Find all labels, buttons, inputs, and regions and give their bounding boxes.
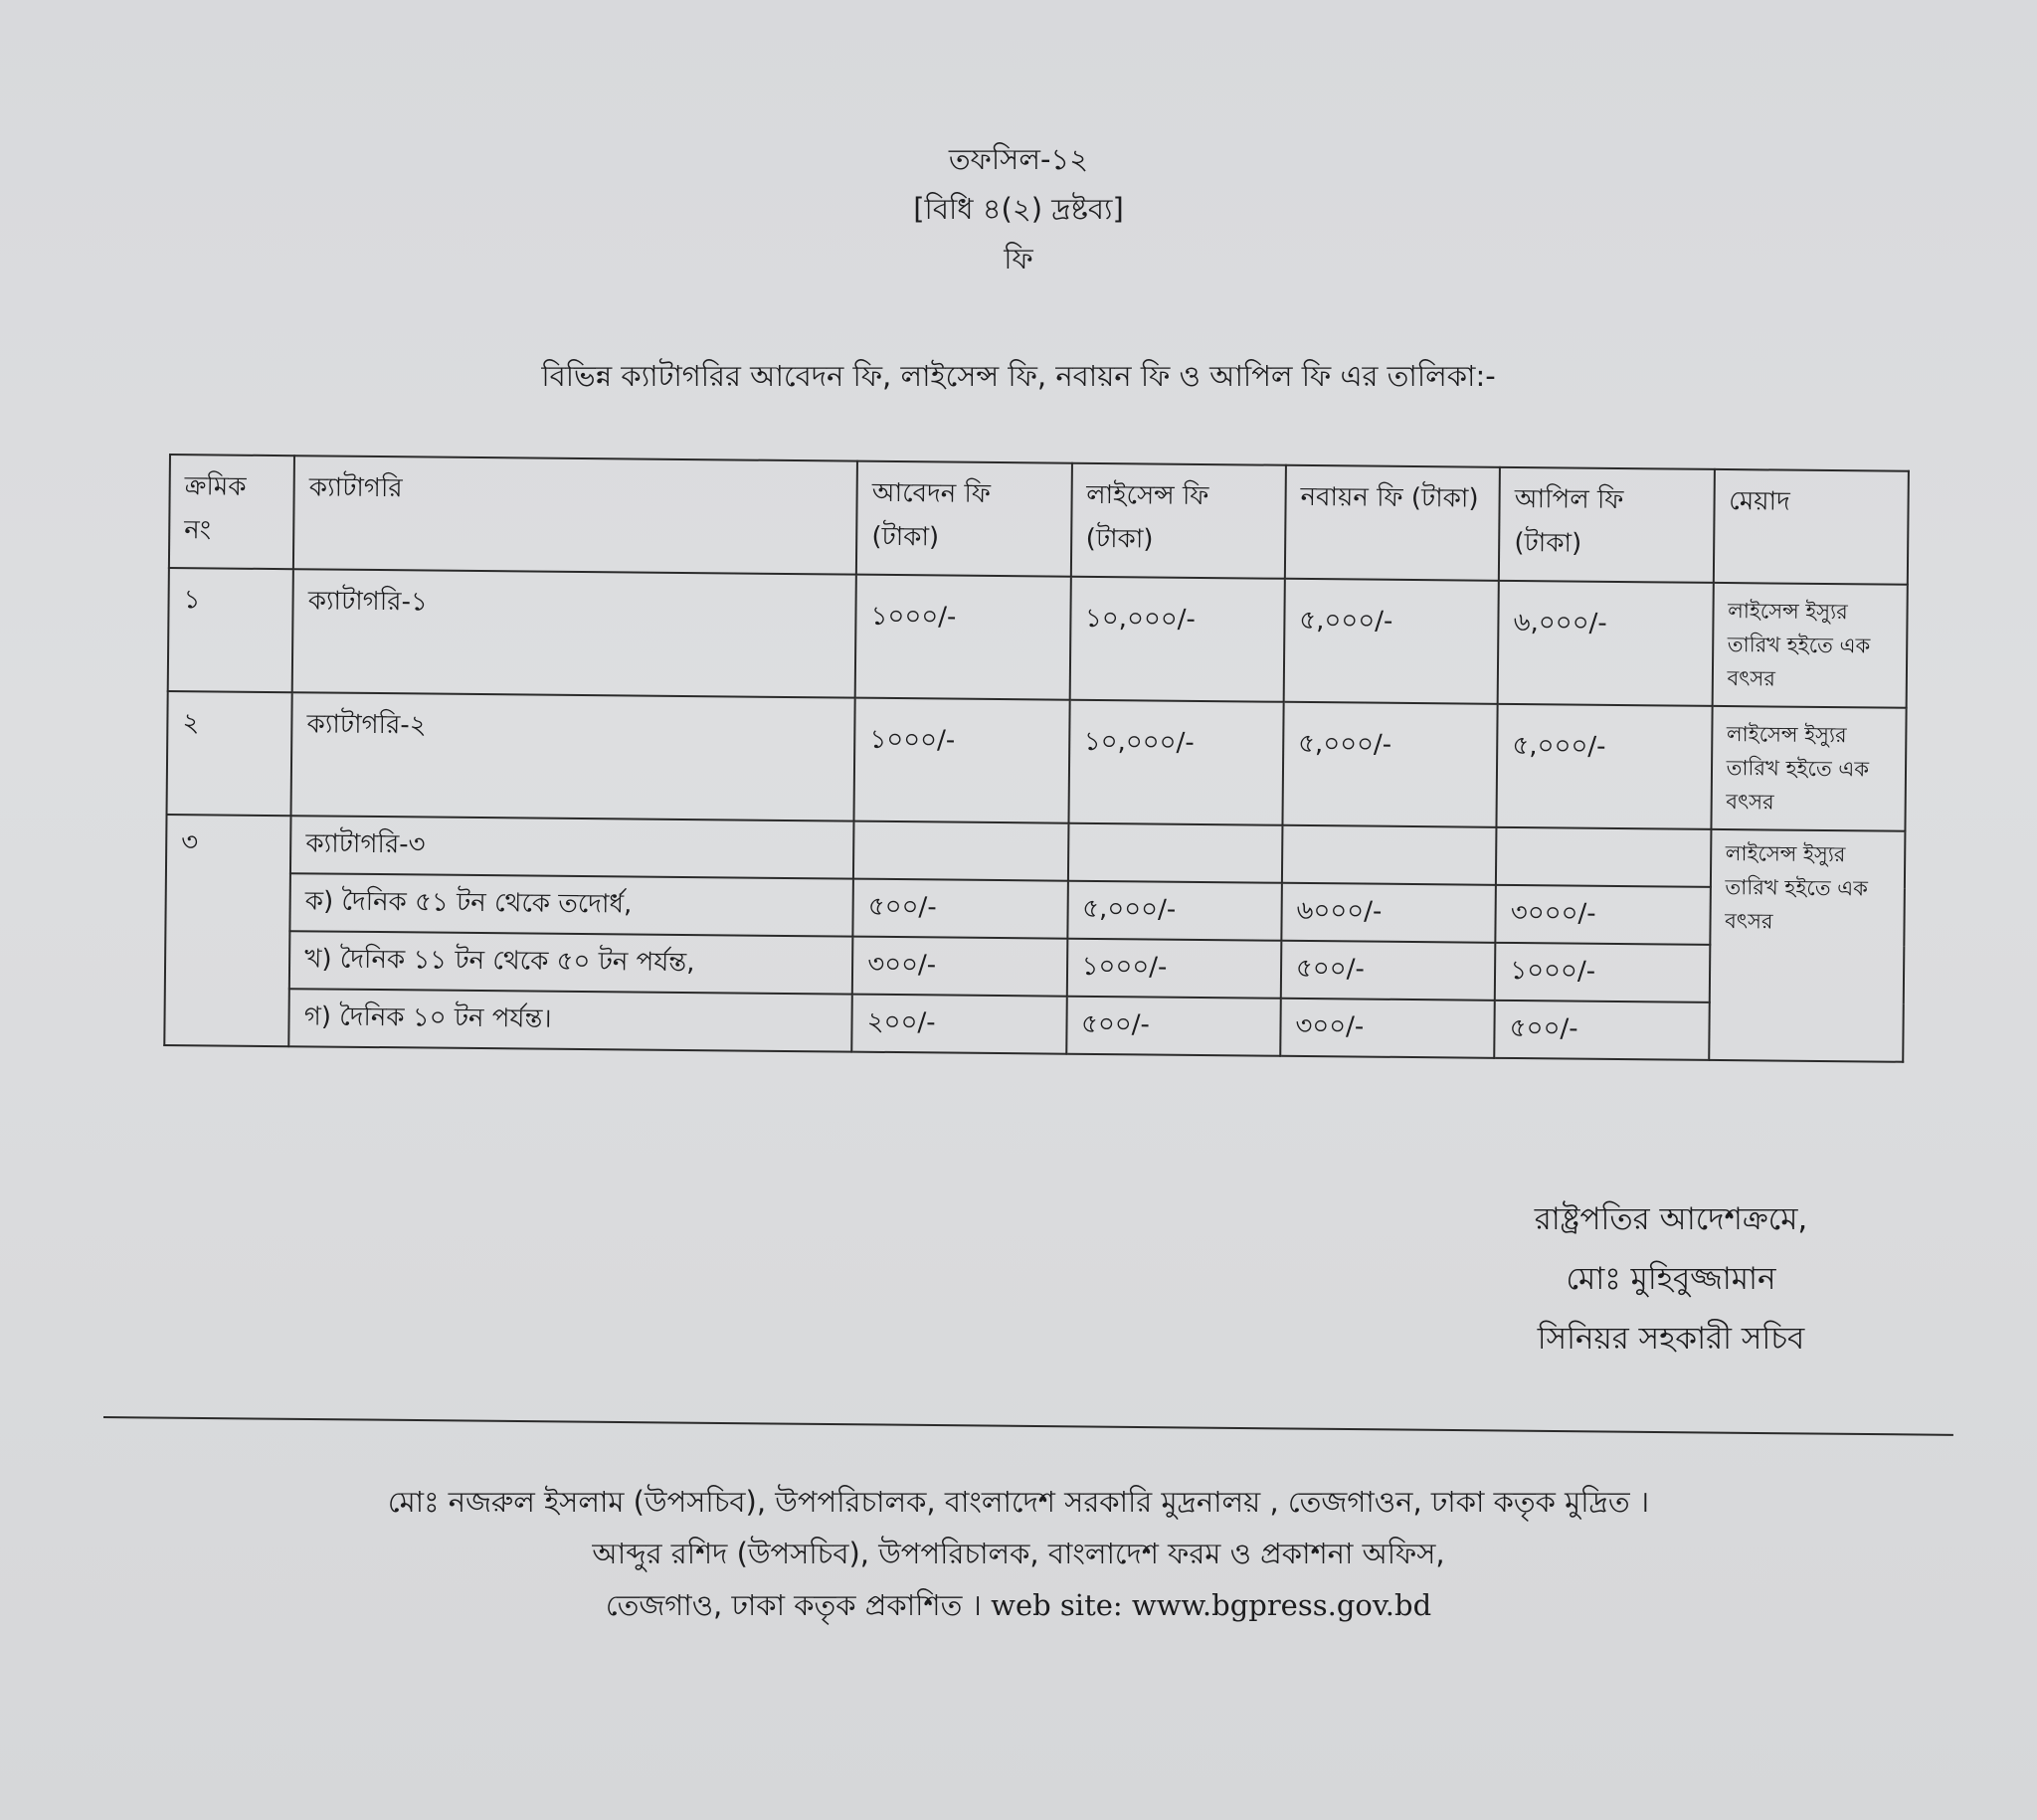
header-renewal-fee: নবায়ন ফি (টাকা) xyxy=(1285,465,1500,581)
cell-license-fee: ৫০০/- xyxy=(1066,997,1281,1056)
website-link[interactable]: web site: www.bgpress.gov.bd xyxy=(991,1588,1432,1622)
table-row xyxy=(167,691,1907,831)
cell-subcategory: খ) দৈনিক ১১ টন থেকে ৫০ টন পর্যন্ত, xyxy=(289,931,852,994)
header-appeal-fee: আপিল ফি (টাকা) xyxy=(1499,467,1714,583)
cell-application-fee: ৫০০/- xyxy=(853,879,1068,939)
cell-renewal-fee: ৫,০০০/- xyxy=(1282,702,1498,827)
cell-appeal-fee: ৫,০০০/- xyxy=(1497,704,1713,829)
cell-subcategory: ক) দৈনিক ৫১ টন থেকে তদোর্ধ, xyxy=(290,873,853,936)
cell-renewal-fee: ৬০০০/- xyxy=(1281,883,1496,943)
cell-serial: ২ xyxy=(167,691,292,816)
cell-category: ক্যাটাগরি-১ xyxy=(292,569,856,697)
cell-appeal-fee: ৩০০০/- xyxy=(1496,885,1711,945)
cell-term: লাইসেন্স ইস্যুর তারিখ হইতে এক বৎসর xyxy=(1709,829,1906,1062)
header-application-fee: আবেদন ফি (টাকা) xyxy=(856,461,1071,577)
cell-application-fee: ৩০০/- xyxy=(852,937,1067,997)
fee-table xyxy=(163,454,1910,1063)
publisher-location-text: তেজগাও, ঢাকা কতৃক প্রকাশিত । xyxy=(605,1588,982,1622)
cell-license-fee: ১০০০/- xyxy=(1066,939,1281,999)
cell-term: লাইসেন্স ইস্যুর তারিখ হইতে এক বৎসর xyxy=(1712,583,1908,708)
publisher-location xyxy=(0,1583,2037,1632)
cell-empty xyxy=(1496,827,1711,887)
schedule-title: তফসিল-১২ xyxy=(948,142,1089,176)
cell-category: ক্যাটাগরি-২ xyxy=(291,692,855,820)
cell-appeal-fee: ৫০০/- xyxy=(1494,1001,1709,1060)
header-term: মেয়াদ xyxy=(1713,469,1908,585)
cell-term: লাইসেন্স ইস্যুর তারিখ হইতে এক বৎসর xyxy=(1711,706,1907,831)
cell-license-fee: ১০,০০০/- xyxy=(1068,700,1284,825)
intro-text: বিভিন্ন ক্যাটাগরির আবেদন ফি, লাইসেন্স ফি, নবায়ন ফি ও আপিল ফি এর তালিকা:- xyxy=(541,359,1496,393)
header-category: ক্যাটাগরি xyxy=(293,455,857,574)
table-header-row xyxy=(169,455,1909,585)
cell-empty xyxy=(1282,825,1497,885)
cell-license-fee: ৫,০০০/- xyxy=(1067,881,1282,941)
footer-divider xyxy=(103,1416,1953,1436)
cell-application-fee: ১০০০/- xyxy=(854,698,1070,823)
subject-title: ফি xyxy=(1004,242,1033,275)
cell-serial: ১ xyxy=(168,568,293,692)
cell-renewal-fee: ৫,০০০/- xyxy=(1284,579,1500,704)
cell-application-fee: ২০০/- xyxy=(851,995,1066,1054)
printer-credit: মোঃ নজরুল ইসলাম (উপসচিব), উপপরিচালক, বাংলাদেশ সরকারি মুদ্রনালয় , তেজগাওন, ঢাকা কতৃক মুদ্রিত । xyxy=(387,1485,1650,1519)
signature-order-line: রাষ্ট্রপতির আদেশক্রমে, xyxy=(1534,1201,1808,1237)
cell-renewal-fee: ৩০০/- xyxy=(1280,999,1495,1058)
signatory-name: মোঃ মুহিবুজ্জামান xyxy=(1566,1261,1776,1297)
header-serial: ক্রমিক নং xyxy=(169,455,294,569)
cell-application-fee: ১০০০/- xyxy=(855,575,1071,700)
cell-license-fee: ১০,০০০/- xyxy=(1069,577,1285,702)
cell-empty xyxy=(1067,823,1282,883)
cell-serial: ৩ xyxy=(164,815,290,1046)
cell-renewal-fee: ৫০০/- xyxy=(1281,941,1496,1001)
table-row xyxy=(168,568,1908,708)
publisher-credit: আব্দুর রশিদ (উপসচিব), উপপরিচালক, বাংলাদেশ ফরম ও প্রকাশনা অফিস, xyxy=(592,1537,1445,1570)
signatory-designation: সিনিয়র সহকারী সচিব xyxy=(1537,1321,1805,1357)
cell-appeal-fee: ১০০০/- xyxy=(1495,943,1710,1002)
cell-category: ক্যাটাগরি-৩ xyxy=(290,816,853,878)
header-license-fee: লাইসেন্স ফি (টাকা) xyxy=(1070,463,1285,579)
cell-appeal-fee: ৬,০০০/- xyxy=(1498,581,1714,706)
cell-empty xyxy=(853,821,1068,881)
cell-subcategory: গ) দৈনিক ১০ টন পর্যন্ত। xyxy=(288,989,851,1051)
rule-reference: [বিধি ৪(২) দ্রষ্টব্য] xyxy=(913,192,1124,226)
